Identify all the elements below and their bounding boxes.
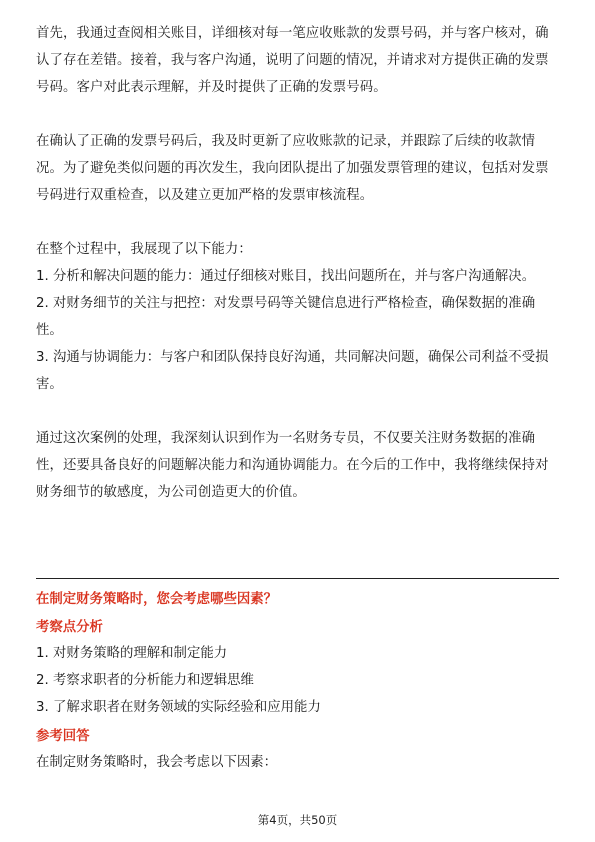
section-divider [36,578,559,579]
question-section [36,588,561,776]
upper-content [36,20,561,506]
paragraph-abilities-intro: 在整个过程中，我展现了以下能力： [36,242,252,257]
answer-title: 参考回答 [36,729,90,744]
analysis-item: 3. 了解求职者在财务领域的实际经验和应用能力 [36,700,321,715]
analysis-item: 1. 对财务策略的理解和制定能力 [36,646,228,661]
analysis-title: 考察点分析 [36,620,103,635]
answer-intro: 在制定财务策略时，我会考虑以下因素： [36,755,278,770]
ability-item: 3. 沟通与协调能力：与客户和团队保持良好沟通，共同解决问题，确保公司利益不受损害。 [36,350,549,392]
paragraph-follow-up: 在确认了正确的发票号码后，我及时更新了应收账款的记录，并跟踪了后续的收款情况。为了避免类似问题的再次发生，我向团队提出了加强发票管理的建议，包括对发票号码进行双重检查，以及建立更加严格的发票审核流程。 [36,134,549,203]
paragraph-verification: 首先，我通过查阅相关账目，详细核对每一笔应收账款的发票号码，并与客户核对，确认了存在差错。接着，我与客户沟通，说明了问题的情况，并请求对方提供正确的发票号码。客户对此表示理解，并及时提供了正确的发票号码。 [36,26,549,95]
page-number: 第4页，共50页 [257,813,338,827]
paragraph-conclusion: 通过这次案例的处理，我深刻认识到作为一名财务专员，不仅要关注财务数据的准确性，还要具备良好的问题解决能力和沟通协调能力。在今后的工作中，我将继续保持对财务细节的敏感度，为公司创造更大的价值。 [36,431,549,500]
question-heading: 在制定财务策略时，您会考虑哪些因素？ [36,592,278,607]
ability-item: 2. 对财务细节的关注与把控：对发票号码等关键信息进行严格检查，确保数据的准确性。 [36,296,536,338]
analysis-item: 2. 考察求职者的分析能力和逻辑思维 [36,673,254,688]
ability-item: 1. 分析和解决问题的能力：通过仔细核对账目，找出问题所在，并与客户沟通解决。 [36,269,536,284]
